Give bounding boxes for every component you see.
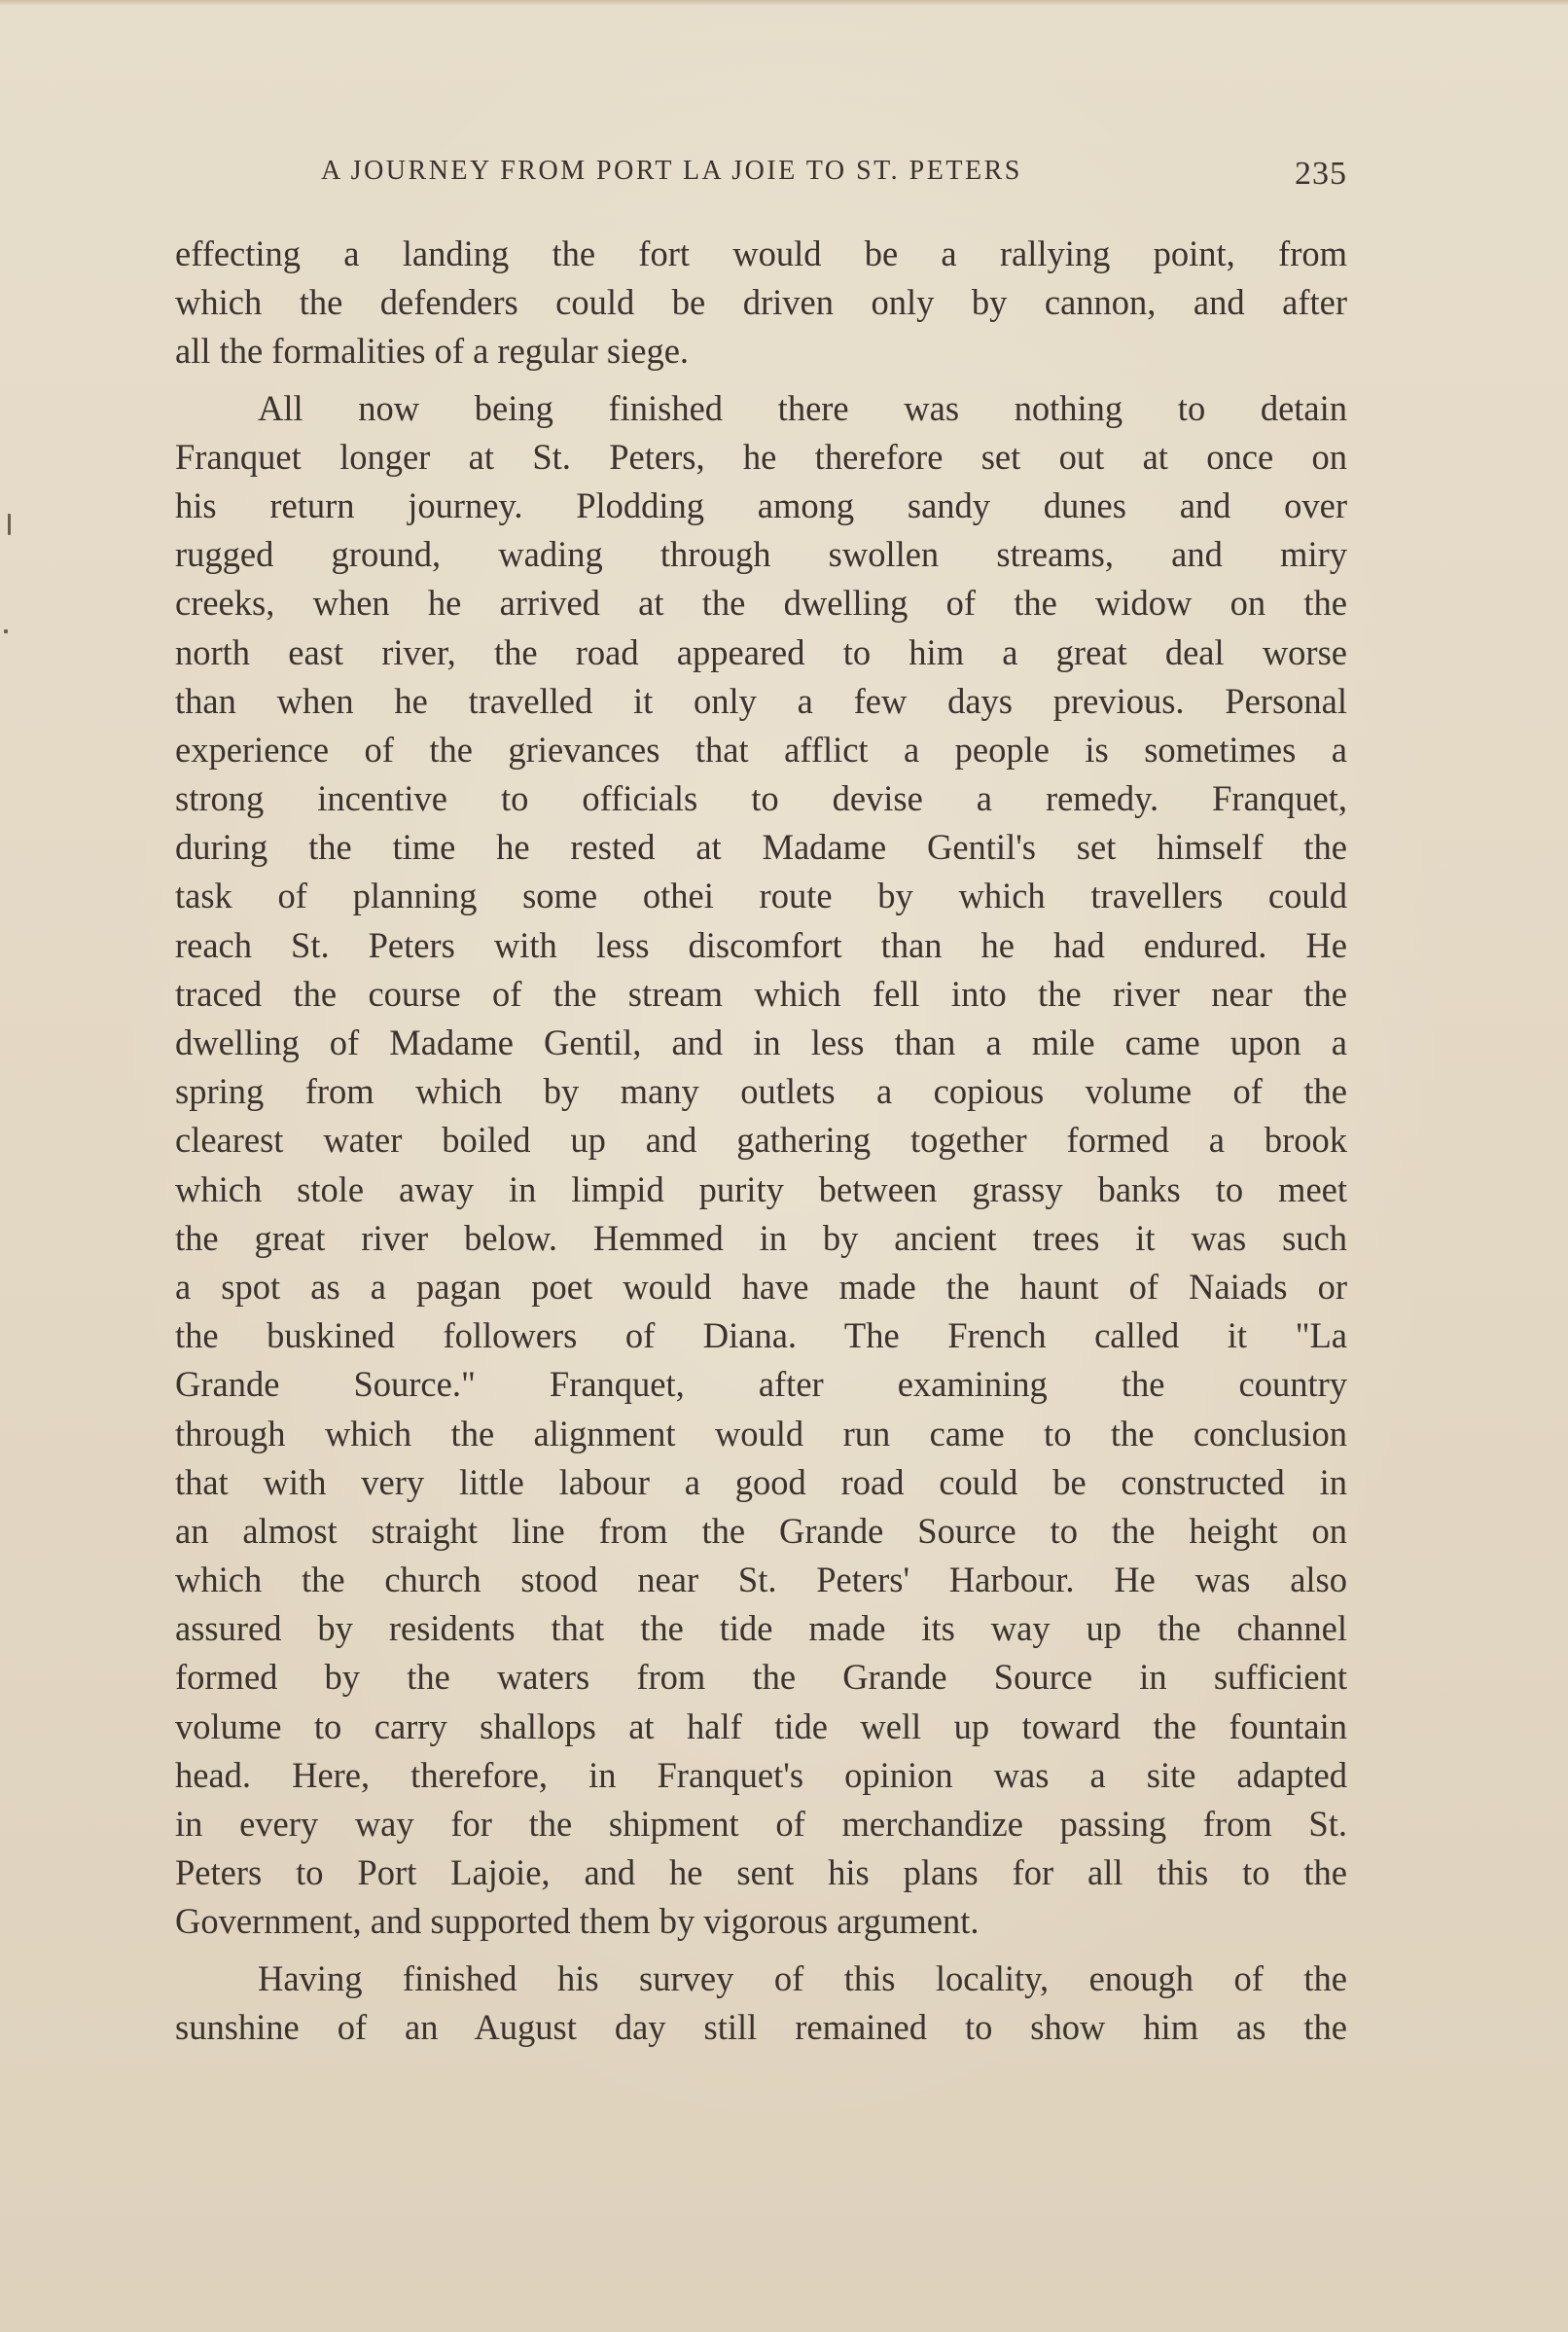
text-line: reach St. Peters with less discomfort than he had endured. He	[175, 924, 1347, 965]
text-line: task of planning some othei route by which travellers could	[175, 876, 1347, 916]
margin-speck	[8, 514, 11, 535]
text-line: than when he travelled it only a few days previous. Personal	[175, 680, 1347, 721]
page-number: 235	[1295, 156, 1347, 192]
text-line: the great river below. Hemmed in by ancient trees it was such	[175, 1217, 1347, 1258]
text-line: assured by residents that the tide made its way up the channel	[175, 1608, 1347, 1649]
text-line: creeks, when he arrived at the dwelling of the widow on the	[175, 583, 1347, 624]
page-top-edge	[0, 0, 1568, 6]
text-line: in every way for the shipment of merchandize passing from St.	[175, 1804, 1347, 1844]
margin-speck	[4, 629, 8, 633]
text-line: which the church stood near St. Peters' Harbour. He was also	[175, 1560, 1347, 1600]
text-line: Franquet longer at St. Peters, he therefore set out at once on	[175, 436, 1347, 477]
running-head	[175, 156, 1347, 204]
text-line: traced the course of the stream which fell into the river near the	[175, 973, 1347, 1014]
text-line: Grande Source." Franquet, after examining the country	[175, 1364, 1347, 1405]
text-line: strong incentive to officials to devise a remedy. Franquet,	[175, 778, 1347, 819]
text-line: rugged ground, wading through swollen streams, and miry	[175, 534, 1347, 575]
text-line: volume to carry shallops at half tide well up toward the fountain	[175, 1705, 1347, 1746]
text-line: formed by the waters from the Grande Source in sufficient	[175, 1657, 1347, 1698]
text-line: which the defenders could be driven only by cannon, and after	[175, 282, 1347, 323]
paragraph	[175, 230, 1347, 377]
text-line: all the formalities of a regular siege.	[175, 331, 690, 372]
text-line: that with very little labour a good road could be constructed in	[175, 1461, 1347, 1502]
text-line: clearest water boiled up and gathering together formed a brook	[175, 1120, 1347, 1161]
text-line: an almost straight line from the Grande Source to the height on	[175, 1510, 1347, 1551]
text-line: Peters to Port Lajoie, and he sent his plans for all this to the	[175, 1852, 1347, 1893]
text-line: his return journey. Plodding among sandy dunes and over	[175, 484, 1347, 525]
text-line: Government, and supported them by vigorous argument.	[175, 1901, 980, 1942]
text-line: during the time he rested at Madame Gentil's set himself the	[175, 827, 1347, 868]
body-text	[175, 230, 1347, 2052]
text-line: through which the alignment would run came to the conclusion	[175, 1413, 1347, 1453]
text-line: north east river, the road appeared to him a great deal worse	[175, 631, 1347, 672]
text-line: head. Here, therefore, in Franquet's opinion was a site adapted	[175, 1754, 1347, 1795]
text-line: Having finished his survey of this locality, enough of the	[258, 1957, 1347, 1998]
text-line: a spot as a pagan poet would have made the haunt of Naiads or	[175, 1266, 1347, 1307]
text-line: which stole away in limpid purity between grassy banks to meet	[175, 1168, 1347, 1209]
text-line: the buskined followers of Diana. The French called it "La	[175, 1315, 1347, 1356]
text-line: sunshine of an August day still remained to show him as the	[175, 2006, 1347, 2047]
text-line: dwelling of Madame Gentil, and in less than a mile came upon a	[175, 1022, 1347, 1062]
text-line: effecting a landing the fort would be a rallying point, from	[175, 233, 1347, 273]
paragraph	[175, 384, 1347, 1947]
text-line: All now being finished there was nothing to detain	[258, 387, 1347, 428]
running-title: A JOURNEY FROM PORT LA JOIE TO ST. PETERS	[321, 156, 1022, 186]
text-line: spring from which by many outlets a copious volume of the	[175, 1071, 1347, 1112]
text-line: experience of the grievances that afflict a people is sometimes a	[175, 729, 1347, 770]
paragraph	[175, 1955, 1347, 2052]
